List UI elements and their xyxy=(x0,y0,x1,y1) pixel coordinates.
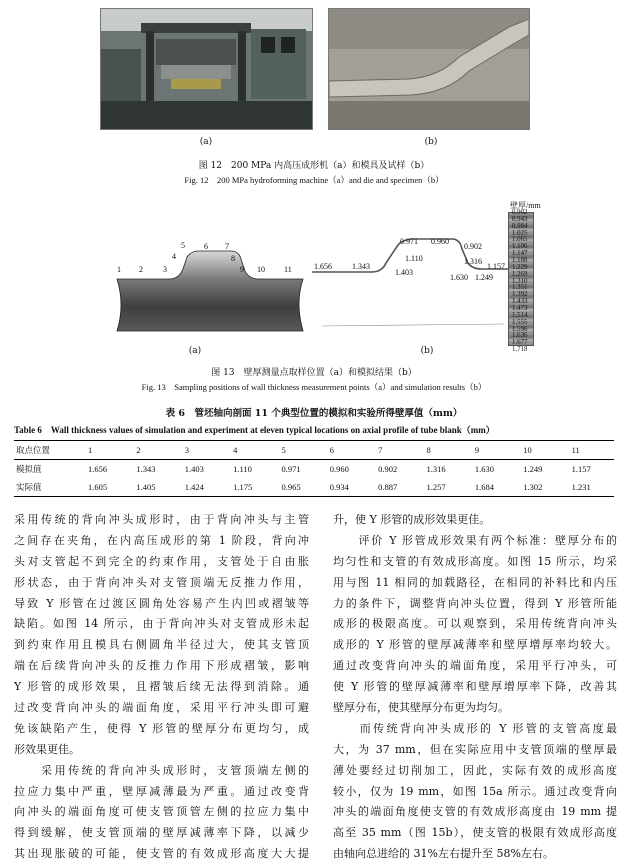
fig13-caption-cn: 图 13 壁厚测量点取样位置（a）和模拟结果（b） xyxy=(211,368,417,378)
point-label-5: 5 xyxy=(181,241,185,250)
table-col-header: 4 xyxy=(227,441,275,460)
point-label-11: 11 xyxy=(284,265,292,274)
body-right-column xyxy=(333,510,617,865)
sim-value-8: 1.316 xyxy=(464,257,482,266)
table-cell: 1.630 xyxy=(474,464,494,474)
table-cell: 1.249 xyxy=(523,464,543,474)
point-label-2: 2 xyxy=(139,265,143,274)
text-line: 采用传统的背向冲头成形时，由于背向冲头与主管 xyxy=(14,513,309,526)
legend-value: 1.147 xyxy=(512,250,528,258)
table-cell: 1.316 xyxy=(426,464,446,474)
table-col-header: 8 xyxy=(421,441,469,460)
fig12-sub-b: (b) xyxy=(424,137,438,147)
text-line: 得到缓解，使支管顶端的壁厚减薄率下降，以减少 xyxy=(14,826,309,840)
table-cell: 1.157 xyxy=(571,464,591,474)
legend-value: 1.596 xyxy=(512,325,528,333)
text-line: 升，使 Y 形管的成形效果更佳。 xyxy=(333,513,491,526)
table6-title-cn: 表 6 管坯轴向剖面 11 个典型位置的模拟和实验所得壁厚值（mm） xyxy=(165,408,463,419)
sim-value-6: 0.960 xyxy=(431,237,449,246)
sim-value-5: 0.971 xyxy=(400,237,418,246)
sim-value-2: 1.343 xyxy=(352,262,370,271)
legend-value: 1.555 xyxy=(512,318,528,326)
table-cell: 1.405 xyxy=(130,478,178,497)
text-line: 到约束作用且模具右侧圆角半径过大，使其支管顶 xyxy=(14,638,309,652)
sim-value-1: 1.656 xyxy=(314,262,332,271)
legend-value: 1.636 xyxy=(512,332,528,340)
legend-value: 1.473 xyxy=(512,305,528,313)
point-label-7: 7 xyxy=(225,242,229,251)
table-cell: 1.684 xyxy=(469,478,517,497)
point-label-10: 10 xyxy=(257,265,265,274)
legend-value: 1.677 xyxy=(512,339,528,347)
legend-value: 1.106 xyxy=(512,243,528,251)
fig13-caption-en: Fig. 13 Sampling positions of wall thickness measurement points（a）and simulation results（b） xyxy=(141,382,487,392)
text-line: 力的条件下，调整背向冲头位置，得到 Y 形管所能 xyxy=(333,596,617,610)
text-line: 用与图 11 相同的加载路径，在相同的补料比和内压 xyxy=(333,575,617,589)
legend-value: 1.065 xyxy=(512,236,528,244)
table-cell: 0.965 xyxy=(275,478,323,497)
fig13-sub-a: (a) xyxy=(188,346,202,356)
table-col-header: 10 xyxy=(517,441,565,460)
legend-value: 1.433 xyxy=(512,298,528,306)
text-line: 冲头的端面角度使支管的有效成形高度由 19 mm 提 xyxy=(333,805,617,819)
legend-values xyxy=(512,210,528,354)
sim-value-9: 1.630 xyxy=(450,273,468,282)
text-line: 由轴向总进给的 31%左右提升至 58%左右。 xyxy=(333,847,554,861)
table-cell: 1.110 xyxy=(233,464,252,474)
table-cell: 1.656 xyxy=(88,464,108,474)
sim-value-10: 1.249 xyxy=(475,273,493,282)
legend-value: 1.188 xyxy=(512,257,528,265)
point-label-3: 3 xyxy=(163,265,167,274)
table-row-label: 模拟值 xyxy=(16,465,42,475)
legend-value: 1.269 xyxy=(512,270,528,278)
table-cell: 1.605 xyxy=(82,478,130,497)
text-line: 均匀性和支管的有效成形高度。如图 15 所示，均采 xyxy=(333,554,617,568)
text-line: 成形的 Y 形管的壁厚减薄率和壁厚增厚率均较大。 xyxy=(333,638,617,652)
point-label-9: 9 xyxy=(240,265,244,274)
point-label-1: 1 xyxy=(117,265,121,274)
table-col-header: 7 xyxy=(372,441,420,460)
tube-sampling-figure xyxy=(113,235,307,335)
text-line: 向冲头的端面角度可使支管顶管左侧的拉应力集中 xyxy=(14,805,309,819)
fig13-sub-b: (b) xyxy=(420,346,434,356)
text-line: 薄处要经过切削加工，因此，实际有效的成形高度 xyxy=(333,763,617,777)
text-line: 其出现胀破的可能，使支管的有效成形高度大大提 xyxy=(14,847,309,861)
table-cell: 0.960 xyxy=(329,464,349,474)
fig12-caption-cn: 图 12 200 MPa 内高压成形机（a）和模具及试样（b） xyxy=(198,161,430,171)
sim-value-3: 1.403 xyxy=(395,268,413,277)
text-line: 大，为 37 mm，但在实际应用中支管顶端的壁厚最 xyxy=(333,742,617,756)
table-col-header: 5 xyxy=(275,441,323,460)
text-line: 头对支管起不到完全的约束作用，支管处于自由胀 xyxy=(14,554,309,568)
table-header-label: 取点位置 xyxy=(14,441,82,460)
fig12-sub-a: (a) xyxy=(199,137,213,147)
legend-value: 0.984 xyxy=(512,222,528,230)
sim-value-7: 0.902 xyxy=(464,242,482,251)
table-header-row xyxy=(14,441,614,460)
text-line: 免该缺陷产生，使得 Y 形管的壁厚分布更均匀，成 xyxy=(14,721,309,735)
table-cell: 1.302 xyxy=(517,478,565,497)
text-line: 形效果更佳。 xyxy=(14,742,80,756)
legend-value: 1.718 xyxy=(512,346,528,354)
text-line: 过改变背向冲头的端面角度，采用平行冲头即可避 xyxy=(14,701,309,715)
table-cell: 1.231 xyxy=(566,478,614,497)
table-col-header: 6 xyxy=(324,441,372,460)
point-label-8: 8 xyxy=(231,254,235,263)
text-line: 成形的极限高度。可以观察到，采用传统背向冲头 xyxy=(333,617,617,631)
die-and-specimen-photo xyxy=(328,8,530,130)
legend-value: 1.229 xyxy=(512,263,528,271)
legend-value: 1.310 xyxy=(512,277,528,285)
text-line: 形状态，由于背向冲头对支管顶端无反推力作用， xyxy=(14,575,309,589)
point-label-6: 6 xyxy=(204,242,208,251)
text-line: 而传统背向冲头成形的 Y 形管的支管高度最 xyxy=(333,721,617,735)
legend-title: 壁厚/mm xyxy=(510,201,541,210)
text-line: 较小，仅为 19 mm，如图 15a 所示。通过改变背向 xyxy=(333,784,617,798)
text-line: 高至 35 mm（图 15b），使支管的极限有效成形高度 xyxy=(333,826,617,840)
table-cell: 0.971 xyxy=(281,464,301,474)
sim-value-11: 1.157 xyxy=(487,262,505,271)
text-line: 使 Y 形管的壁厚减薄率和壁厚增厚率下降，改善其 xyxy=(333,680,617,694)
table-col-header: 3 xyxy=(179,441,227,460)
table-cell: 0.934 xyxy=(324,478,372,497)
legend-value: 0.943 xyxy=(512,215,528,223)
text-line: 采用传统的背向冲头成形时，支管顶端左侧的 xyxy=(14,763,309,777)
text-line: 端在后续背向冲头的反推力作用下形成褶皱，影响 xyxy=(14,659,309,673)
table-cell: 1.343 xyxy=(136,464,156,474)
table-cell: 1.175 xyxy=(227,478,275,497)
legend-value: 1.351 xyxy=(512,284,528,292)
text-line: 拉应力集中严重，壁厚减薄最为严重。通过改变背 xyxy=(14,784,309,798)
hydroforming-machine-photo xyxy=(100,8,313,130)
table-col-header: 11 xyxy=(566,441,614,460)
wall-thickness-table xyxy=(14,440,614,497)
table-cell: 1.257 xyxy=(421,478,469,497)
legend-value: 0.902 xyxy=(512,209,528,216)
table-col-header: 2 xyxy=(130,441,178,460)
table-col-header: 9 xyxy=(469,441,517,460)
legend-value: 1.514 xyxy=(512,311,528,319)
table-cell: 1.403 xyxy=(184,464,204,474)
sim-value-4: 1.110 xyxy=(405,254,423,263)
table-cell: 0.902 xyxy=(378,464,398,474)
table-row-label: 实际值 xyxy=(14,478,82,497)
body-left-column xyxy=(14,510,309,865)
table-col-header: 1 xyxy=(82,441,130,460)
table-row-actual xyxy=(14,478,614,497)
fig12-caption-en: Fig. 12 200 MPa hydroforming machine（a）and die and specimen（b） xyxy=(184,175,444,185)
legend-value: 1.025 xyxy=(512,229,528,237)
text-line: 之间存在夹角，在内高压成形的第 1 阶段，背向冲 xyxy=(14,533,309,547)
text-line: 导致 Y 形管在过渡区圆角处容易产生内凹或褶皱等 xyxy=(14,596,309,610)
text-line: 壁厚分布，使其壁厚分布更为均匀。 xyxy=(333,701,509,715)
table-row-simulated xyxy=(14,460,614,479)
text-line: 通过改变背向冲头的端面角度，采用平行冲头，可 xyxy=(333,659,617,673)
text-line: Y 形管的成形效果，且褶皱后续无法得到消除。通 xyxy=(14,680,309,694)
table6-title-en: Table 6 Wall thickness values of simulation and experiment at eleven typical locations on axial profile of tube blank（mm） xyxy=(14,425,495,435)
table-cell: 1.424 xyxy=(179,478,227,497)
text-line: 评价 Y 形管成形效果有两个标准：壁厚分布的 xyxy=(333,533,617,547)
text-line: 缺陷。如图 14 所示，由于背向冲头对支管成形未起 xyxy=(14,617,309,631)
point-label-4: 4 xyxy=(172,252,176,261)
legend-value: 1.392 xyxy=(512,291,528,299)
table-cell: 0.887 xyxy=(372,478,420,497)
